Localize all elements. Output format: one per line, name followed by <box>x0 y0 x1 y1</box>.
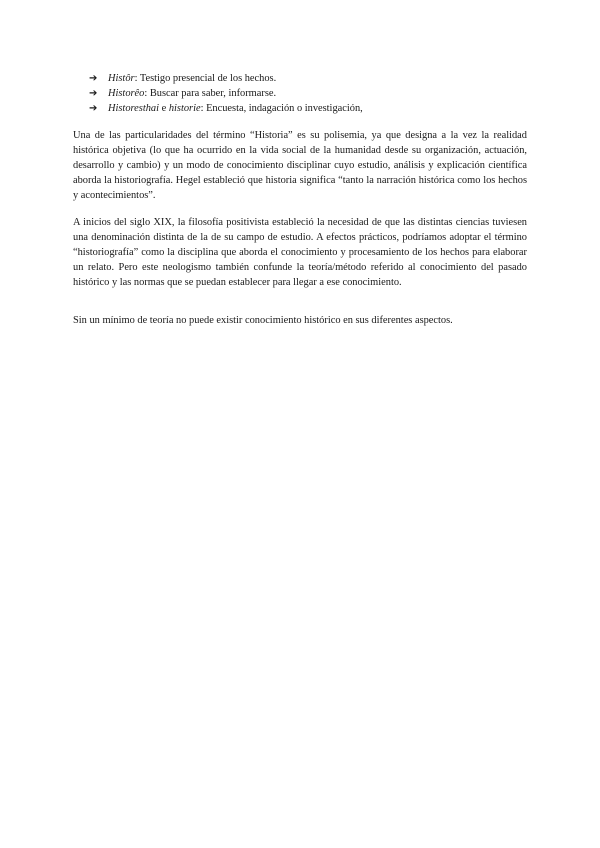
arrow-bullet-icon: ➔ <box>89 88 98 99</box>
greek-term: Historesthai <box>108 103 159 114</box>
list-item <box>89 101 529 116</box>
term-definition: : Testigo presencial de los hechos. <box>134 73 277 84</box>
paragraph-polysemy: Una de las particularidades del término “Historia” es su polisemia, ya que designa a la vez la realidad histórica objetiva (lo que ha ocurrido en la vida social de la humanidad desde su organización, actuación, desarrollo y cambio) y un modo de conocimiento disciplinar cuyo estudio, análisis y explicación científica aborda la historiografía. Hegel estableció que historia significa “tanto la narración histórica como los hechos y acontecimientos”. <box>73 130 527 202</box>
paragraph-theory: Sin un mínimo de teoría no puede existir conocimiento histórico en sus diferentes aspectos. <box>73 315 453 326</box>
greek-term-secondary: historie <box>168 103 201 114</box>
term-definition: : Encuesta, indagación o investigación, <box>200 103 363 114</box>
etymology-list <box>89 71 529 116</box>
greek-term: Historêo <box>108 88 145 99</box>
term-definition: : Buscar para saber, informarse. <box>144 88 277 99</box>
list-item <box>89 71 529 86</box>
greek-term: Histôr <box>108 73 135 84</box>
list-item <box>89 86 529 101</box>
arrow-bullet-icon: ➔ <box>89 73 98 84</box>
arrow-bullet-icon: ➔ <box>89 103 98 114</box>
paragraph-historiography: A inicios del siglo XIX, la filosofía positivista estableció la necesidad de que las distintas ciencias tuviesen una denominación distinta de la de su campo de estudio. A efectos prácticos, podríamos adoptar el término “historiografía” como la disciplina que aborda el conocimiento y procesamiento de los hechos para elaborar un relato. Pero este neologismo también confunde la teoría/método referido al conocimiento del pasado histórico y las normas que se puedan establecer para llegar a ese conocimiento. <box>73 217 527 289</box>
term-connector: e <box>159 103 169 114</box>
